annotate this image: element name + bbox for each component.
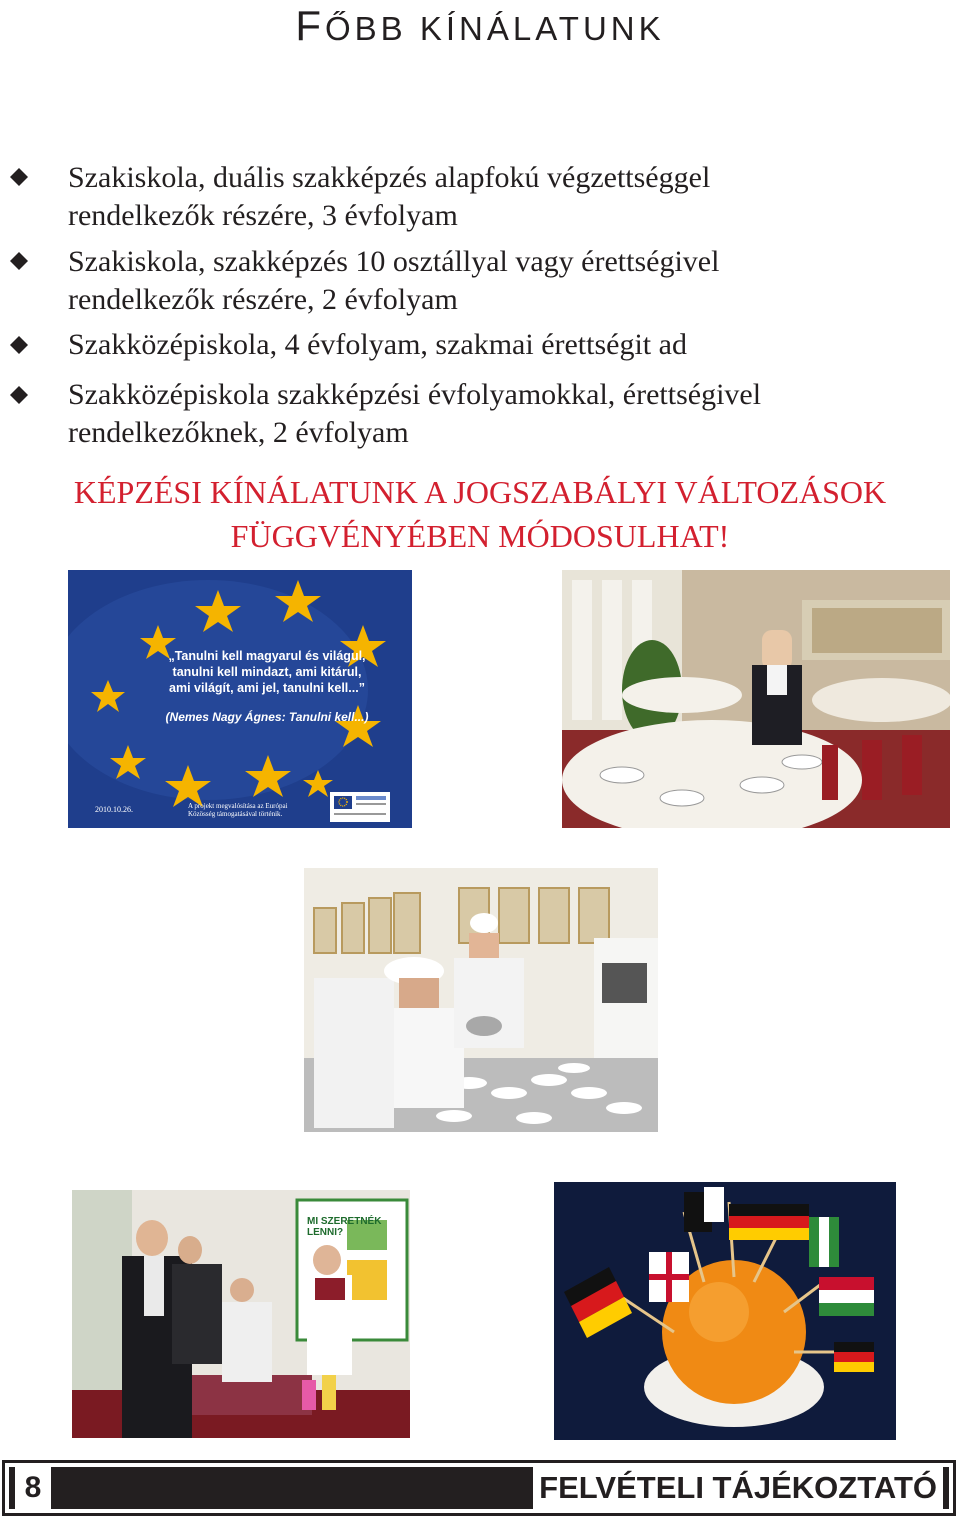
footer-title: FELVÉTELI TÁJÉKOZTATÓ xyxy=(533,1467,943,1509)
list-item: Szakiskola, duális szakképzés alapfokú végzettséggel rendelkezők részére, 3 évfolyam xyxy=(68,161,711,232)
restaurant-photo xyxy=(562,570,950,828)
page-title: FŐBB KÍNÁLATUNK xyxy=(295,2,665,49)
list-item: Szakiskola, szakképzés 10 osztállyal vagy érettségivel rendelkezők részére, 2 évfolyam xyxy=(68,245,720,316)
list-item: Szakközépiskola, 4 évfolyam, szakmai érettségit ad xyxy=(68,328,687,361)
exhibition-photo xyxy=(72,1190,410,1438)
page-footer xyxy=(2,1460,956,1516)
poster-text: MI SZERETNÉK LENNI? xyxy=(307,1216,382,1238)
orange-flags-photo xyxy=(554,1182,896,1440)
eu-slide-author: (Nemes Nagy Ágnes: Tanulni kell...) xyxy=(165,710,369,724)
eu-slide-quote: „Tanulni kell magyarul és világul, tanulni kell mindazt, ami kitárul, ami világít, ami jel, tanulni kell...” xyxy=(168,649,366,695)
diamond-bullet-icon xyxy=(10,336,28,354)
eu-slide-date: 2010.10.26. xyxy=(95,805,133,814)
diamond-bullet-icon xyxy=(10,168,28,186)
eu-slide-project-note: A projekt megvalósítása az Európai Közösség támogatásával történik. xyxy=(188,802,288,818)
diamond-bullet-icon xyxy=(10,252,28,270)
eu-slide-image xyxy=(68,570,412,828)
list-item: Szakközépiskola szakképzési évfolyamokkal, érettségivel rendelkezőknek, 2 évfolyam xyxy=(68,378,762,449)
page-number: 8 xyxy=(15,1467,51,1509)
diamond-bullet-icon xyxy=(10,386,28,404)
kitchen-photo xyxy=(304,868,658,1132)
footer-bar xyxy=(9,1467,949,1509)
notice-text: KÉPZÉSI KÍNÁLATUNK A JOGSZABÁLYI VÁLTOZÁSOK FÜGGVÉNYÉBEN MÓDOSULHAT! xyxy=(73,474,887,554)
